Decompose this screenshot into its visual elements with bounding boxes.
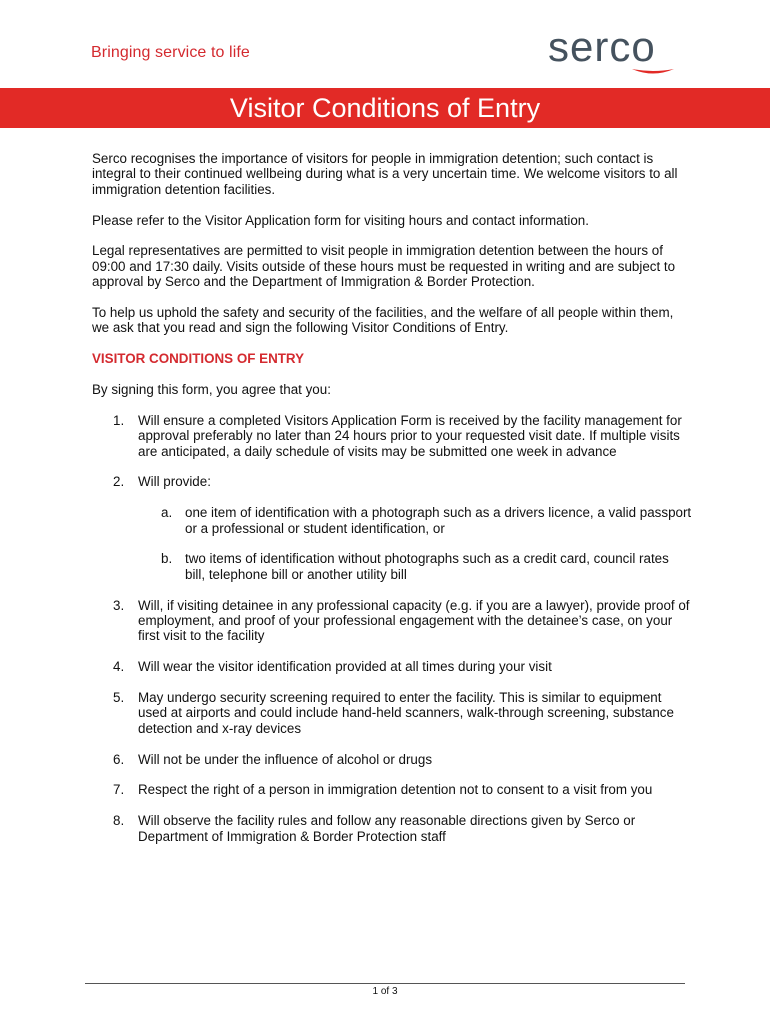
condition-text: Respect the right of a person in immigration detention not to consent to a visit from you <box>138 782 653 798</box>
condition-text: Will observe the facility rules and follow any reasonable directions given by Serco or Department of Immigration & Border Protection staff <box>138 813 636 844</box>
condition-item <box>92 813 692 844</box>
section-heading: VISITOR CONDITIONS OF ENTRY <box>92 351 305 367</box>
condition-item <box>92 598 692 644</box>
sub-item-text: one item of identification with a photograph such as a drivers licence, a valid passport or a professional or student identification, or <box>185 505 692 536</box>
condition-item <box>92 690 692 736</box>
page-title: Visitor Conditions of Entry <box>229 93 541 123</box>
footer-divider <box>85 983 685 984</box>
condition-text: Will wear the visitor identification provided at all times during your visit <box>138 659 552 675</box>
intro-paragraph: To help us uphold the safety and security of the facilities, and the welfare of all people within them, we ask that you read and sign the following Visitor Conditions of Entry. <box>92 305 674 336</box>
identification-sublist <box>138 505 692 582</box>
sub-item-letter: b. <box>161 551 173 567</box>
condition-text: Will provide: <box>138 474 211 490</box>
agree-line: By signing this form, you agree that you: <box>92 382 331 398</box>
condition-text: Will not be under the influence of alcohol or drugs <box>138 751 433 767</box>
condition-text: Will, if visiting detainee in any professional capacity (e.g. if you are a lawyer), provide proof of employment, and proof of your professional engagement with the detainee’s case, on your first visit to the facility <box>138 597 690 644</box>
logo-swoosh-icon <box>630 66 676 76</box>
sub-item <box>138 505 692 536</box>
condition-number: 2. <box>113 474 125 490</box>
logo-wordmark: serco <box>548 23 656 70</box>
condition-item <box>92 659 692 674</box>
page-number: 1 of 3 <box>372 986 398 997</box>
tagline: Bringing service to life <box>91 44 250 61</box>
condition-number: 6. <box>113 751 125 767</box>
serco-logo <box>548 22 688 74</box>
intro-paragraph: Please refer to the Visitor Application form for visiting hours and contact information. <box>92 212 589 228</box>
condition-number: 8. <box>113 813 125 829</box>
intro-paragraph: Serco recognises the importance of visitors for people in immigration detention; such contact is integral to their continued wellbeing during what is a very uncertain time. We welcome visitors to all immigration detention facilities. <box>92 151 678 197</box>
sub-item <box>138 551 692 582</box>
condition-text: May undergo security screening required to enter the facility. This is similar to equipment used at airports and could include hand-held scanners, walk-through screening, substance detection and x-ray devices <box>138 690 674 736</box>
condition-item <box>92 413 692 459</box>
condition-number: 4. <box>113 659 125 675</box>
intro-paragraph: Legal representatives are permitted to visit people in immigration detention between the hours of 09:00 and 17:30 daily. Visits outside of these hours must be requested in writing and are subject to approval by Serco and the Department of Immigration & Border Protection. <box>92 243 676 290</box>
condition-item <box>92 782 692 797</box>
sub-item-text: two items of identification without photographs such as a credit card, council rates bill, telephone bill or another utility bill <box>185 551 669 582</box>
document-body <box>92 151 692 859</box>
condition-item <box>92 474 692 582</box>
condition-number: 3. <box>113 597 125 613</box>
sub-item-letter: a. <box>161 505 173 521</box>
conditions-list <box>92 413 692 844</box>
condition-number: 1. <box>113 412 125 428</box>
condition-number: 7. <box>113 782 125 798</box>
condition-text: Will ensure a completed Visitors Application Form is received by the facility management for approval preferably no later than 24 hours prior to your requested visit date. If multiple visits are anticipated, a daily schedule of visits may be submitted one week in advance <box>138 412 682 459</box>
condition-item <box>92 752 692 767</box>
condition-number: 5. <box>113 690 125 706</box>
